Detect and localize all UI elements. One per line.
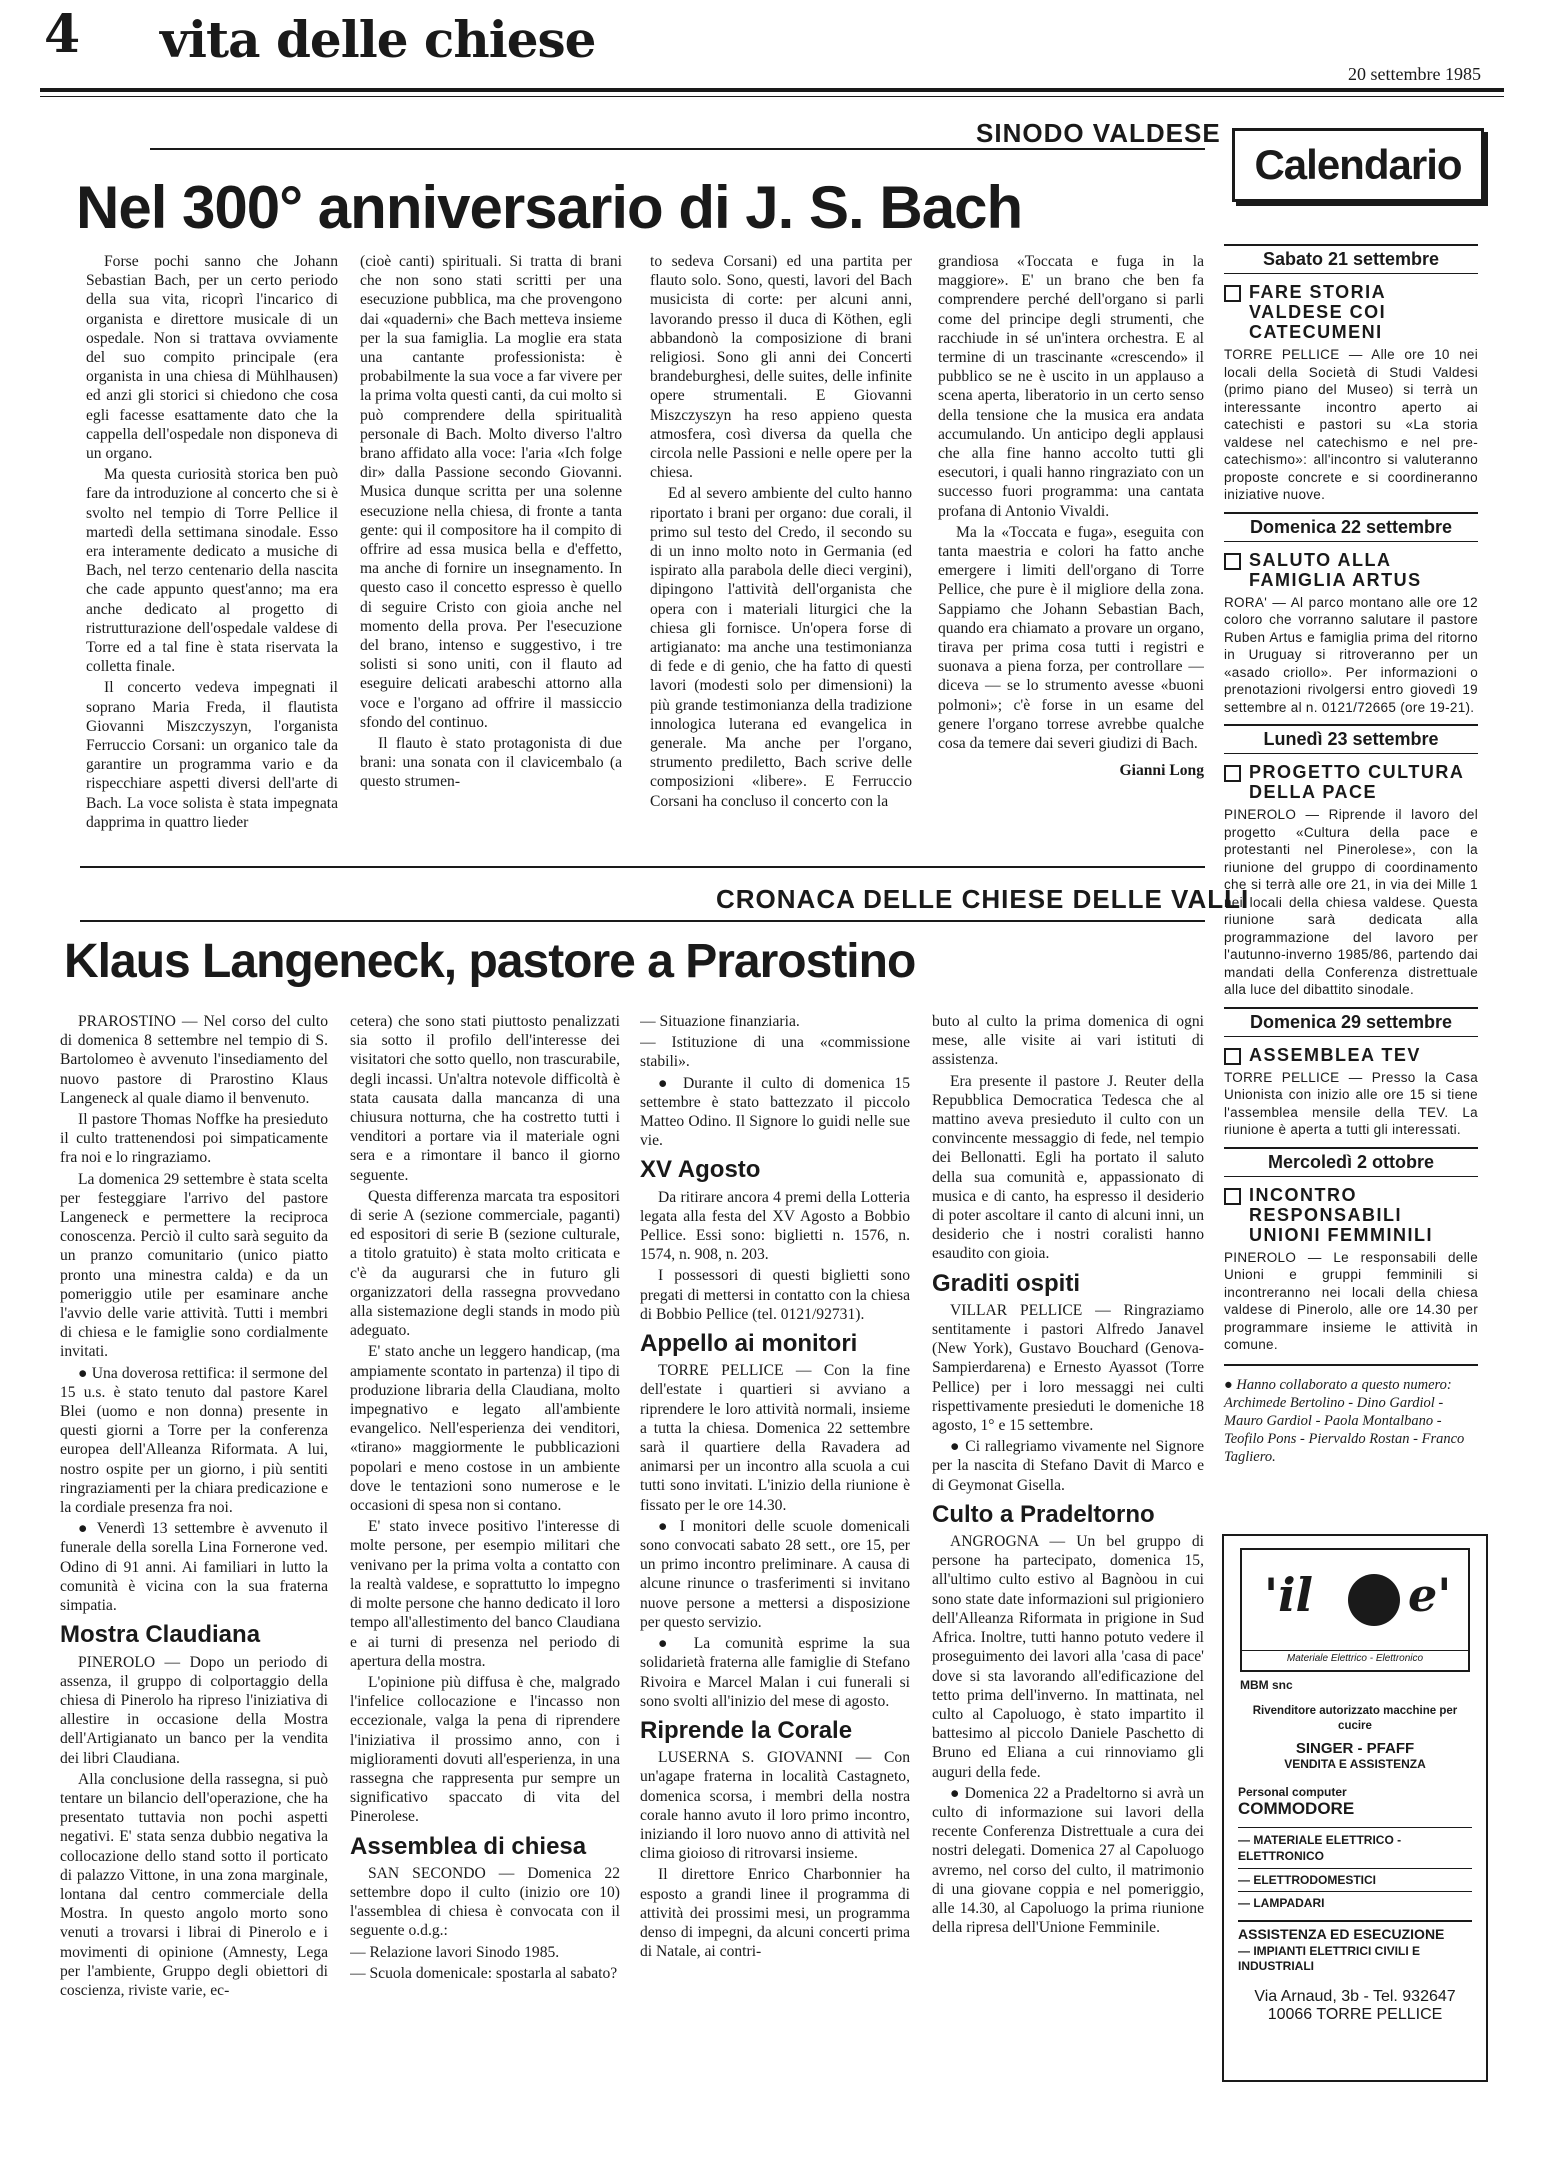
paragraph: (cioè canti) spirituali. Si tratta di brani che non sono stati scritti per una esecuzione pubblica, ma che provengono dai «quaderni» che Bach metteva insieme per la sua famiglia. La moglie era stata una cantante professionista: è probabilmente la sua voce a far vivere per la prima volta questi canti, da cui molto si può comprendere della spiritualità personale di Bach. Molto diverso l'altro brano affidato alla voce: l'aria «Ich folge dir» dalla Passione secondo Giovanni. Musica dunque scritta per una solenne esecuzione nella chiesa, di fronte a tanta gente: qui il compositore ha il compito di offrire ad essa musica bella e d'effetto, ma anche di fornire un insegnamento. In questo caso il concetto espresso è quello di seguire Cristo con gioia anche nel momento della prova. Per l'esecuzione del brano, intenso e suggestivo, i tre solisti si sono uniti, con il flauto ad eseguire delicati arabeschi attorno alla voce e l'organo ad offrire il massiccio sfondo del continuo. <box>360 253 622 731</box>
event-title: INCONTRO RESPONSABILI UNIONI FEMMINILI <box>1249 1184 1433 1245</box>
cronaca-column-3 <box>640 1012 910 2162</box>
paragraph: I possessori di questi biglietti sono pregati di mettersi in contatto con la chiesa di Bobbio Pellice (tel. 0121/92731). <box>640 1267 910 1323</box>
paragraph: grandiosa «Toccata e fuga in la maggiore». E' un brano che ben fa comprendere perché dell'organo si parli come del principe degli strumenti, che racchiude in sé un'intera orchestra. E al termine di un trascinante «crescendo» il pubblico se ne è uscito in un applauso a scena aperta, liberatorio in un certo senso della tensione che la musica era andata accumulando. Un anticipo degli applausi che alla fine hanno accolto tutti gli esecutori, i quali hanno ringraziato con un successo fuori programma: una cantata profana di Antonio Vivaldi. <box>938 253 1204 520</box>
event-title: PROGETTO CULTURA DELLA PACE <box>1249 762 1464 802</box>
paragraph: La domenica 29 settembre è stata scelta per festeggiare l'arrivo del pastore Langeneck e permettere la reciproca conoscenza. Perciò il culto sarà seguito da un pranzo comunitario (unico piatto pronto una minestra calda) e da un pomeriggio utile per esaminare anche l'avvio delle varie attività. Tutti i membri di chiesa e le famiglie sono cordialmente invitati. <box>60 1170 328 1361</box>
paragraph: Il pastore Thomas Noffke ha presieduto il culto trattenendosi poi simpaticamente fra noi e lo ringraziamo. <box>60 1111 328 1167</box>
ad-service: ASSISTENZA ED ESECUZIONE <box>1238 1920 1472 1942</box>
paragraph: Alla conclusione della rassegna, si può tentare un bilancio dell'operazione, che ha presentato tuttavia non pochi aspetti negativi. E' stata senza dubbio negativa la collocazione dello stand sotto il porticato di palazzo Vittone, in una zona marginale, lontana dal centro commerciale della Mostra. In questo angolo morto sono venuti a trovarsi i librai di Pinerolo e i movimenti di opinione (Amnesty, Lega per l'ambiente, Gruppo degli obiettori di coscienza, riviste varie, ec- <box>60 1770 328 1999</box>
calendar-title-box <box>1232 128 1484 202</box>
event-title: FARE STORIA VALDESE COI CATECUMENI <box>1249 282 1387 342</box>
calendar-day <box>1224 724 1478 999</box>
page-number: 4 <box>44 4 81 65</box>
event-text: TORRE PELLICE — Alle ore 10 nei locali della Società di Studi Valdesi (primo piano del Museo) si terrà un interessante incontro aperto ai catechisti e pastori su «La storia valdese nel catechismo e nel pre-catechismo»: all'incontro si valuteranno proposte concrete e si coordineranno iniziative nuove. <box>1224 347 1478 502</box>
calendar-event <box>1224 1045 1478 1065</box>
paragraph: TORRE PELLICE — Con la fine dell'estate i quartieri si avviano a riprendere le loro attività normali, insieme a tutta la chiesa. Domenica 22 settembre sarà il quartiere della Ravadera ad animarsi per un incontro alla scuola a cui tutti sono invitati. L'inizio della riunione è fissato per le ore 14.30. <box>640 1362 910 1514</box>
calendar-rule <box>1224 1364 1478 1366</box>
event-text: PINEROLO — Le responsabili delle Unioni e gruppi femminili si incontreranno nei locali della chiesa valdese di Pinerolo, alle ore 14.30 per programmare insieme le attività in comune. <box>1224 1249 1478 1352</box>
calendar-date: Domenica 29 settembre <box>1224 1007 1478 1037</box>
paragraph: ● Domenica 22 a Pradeltorno si avrà un culto di informazione sui lavori della recente Conferenza Distrettuale a cura dei nostri delegati. Domenica 27 al Capoluogo avremo, nel corso del culto, il matrimonio di una giovane coppia e nel pomeriggio, alle 14.30, al Capoluogo la prima riunione della ripresa dell'Unione Femminile. <box>932 1784 1204 1937</box>
calendar-day <box>1224 244 1478 504</box>
section-rule <box>80 866 1205 868</box>
ad-city: 10066 TORRE PELLICE <box>1267 2006 1443 2023</box>
event-text: RORA' — Al parco montano alle ore 12 coloro che vorranno salutare il pastore Ruben Artus e famiglia prima del ritorno in Uruguay si ritroveranno per un «asado criollo». Per informazioni o prenotazioni rivolgersi entro giovedì 19 settembre al n. 0121/72665 (ore 19-21). <box>1224 594 1478 715</box>
paragraph: — Situazione finanziaria. <box>640 1013 800 1030</box>
ad-maker: MBM snc <box>1240 1678 1293 1692</box>
paragraph: Era presente il pastore J. Reuter della Repubblica Democratica Tedesca che al mattino aveva presieduto il culto con un convincente messaggio di fede, nel tempio dei Bellonatti. Egli ha portato il saluto della sua comunità e, appassionato di musica e di canto, ha espresso il desiderio di poter ascoltare il canto di alcuni inni, un desiderio che i nostri coralisti hanno esaudito con gioia. <box>932 1072 1204 1263</box>
paragraph: PINEROLO — Dopo un periodo di assenza, il gruppo di colportaggio della chiesa di Pinerolo ha ripreso l'iniziativa di allestire in occasione della Mostra dell'Artigianato un banco per la vendita dei libri Claudiana. <box>60 1653 328 1767</box>
ad-logo-right: e' <box>1408 1568 1452 1622</box>
subheading: XV Agosto <box>640 1156 761 1184</box>
paragraph: ● Venerdì 13 settembre è avvenuto il funerale della sorella Lina Fornerone ved. Odino di 91 anni. Ai familiari in lutto la comunità è vicina con la sua fraterna simpatia. <box>60 1520 328 1615</box>
checkbox-icon <box>1224 1188 1241 1205</box>
section-title: vita delle chiese <box>160 10 596 69</box>
ad-brand-sub: VENDITA E ASSISTENZA <box>1284 1757 1426 1771</box>
checkbox-icon <box>1224 553 1241 570</box>
checkbox-icon <box>1224 285 1241 302</box>
paragraph: to sedeva Corsani) ed una partita per flauto solo. Sono, questi, lavori del Bach musicista di corte: per alcuni anni, lavorando presso il duca di Köthen, egli abbandonò la composizione di brani religiosi. Sono gli anni dei Concerti brandeburghesi, delle suites, delle infinite opere strumentali. E Giovanni Miszczyszyn ha reso appieno questa atmosfera, così diversa da quella che circola nelle Passioni e nelle opere per la chiesa. <box>650 253 912 482</box>
paragraph: ● Durante il culto di domenica 15 settembre è stato battezzato il piccolo Matteo Odino. Il Signore lo guidi nelle sue vie. <box>640 1074 910 1150</box>
event-title: SALUTO ALLA FAMIGLIA ARTUS <box>1249 549 1422 590</box>
calendar-list <box>1224 236 1478 1466</box>
issue-date: 20 settembre 1985 <box>1348 64 1481 84</box>
event-text: PINEROLO — Riprende il lavoro del progetto «Cultura della pace e protestanti nel Pinerolese», con la riunione del gruppo di coordinamento che si terrà alle ore 21, in via dei Mille 1 nei locali della chiesa valdese. Questa riunione sarà dedicata alla programmazione del lavoro per l'autunno-inverno 1985/86, partendo dai mandati della Conferenza distrettuale alla luce del dibattito sinodale. <box>1224 807 1478 997</box>
cronaca-column-2 <box>350 1012 620 2162</box>
paragraph: ● La comunità esprime la sua solidarietà fraterna alle famiglie di Stefano Rivoira e Marcel Malan i cui funerali si sono svolti all'inizio del mese di agosto. <box>640 1635 910 1710</box>
subheading: Culto a Pradeltorno <box>932 1500 1155 1528</box>
ad-pc-label: Personal computer <box>1238 1785 1347 1799</box>
cronaca-column-4 <box>932 1012 1204 2162</box>
section-kicker: CRONACA DELLE CHIESE DELLE VALLI <box>716 884 1250 914</box>
checkbox-icon <box>1224 1048 1241 1065</box>
subheading: Appello ai monitori <box>640 1330 858 1358</box>
author-signature: Gianni Long <box>1119 762 1204 780</box>
subheading: Assemblea di chiesa <box>350 1832 587 1860</box>
event-text: TORRE PELLICE — Presso la Casa Unionista con inizio alle ore 15 si tiene l'assemblea mensile della TEV. La riunione è aperta a tutti gli interessati. <box>1224 1069 1478 1137</box>
paragraph: L'opinione più diffusa è che, malgrado l'infelice collocazione e l'incasso non eccezionale, valga la pena di riprendere l'iniziativa il prossimo anno, con i miglioramenti dovuti all'esperienza, in una rassegna che rappresenta pur sempre un significativo spaccato di vita del Pinerolese. <box>350 1673 620 1826</box>
calendar-date: Lunedì 23 settembre <box>1224 724 1478 754</box>
paragraph: buto al culto la prima domenica di ogni mese, alle visite ai vari istituti di assistenza. <box>932 1013 1204 1069</box>
paragraph: PRAROSTINO — Nel corso del culto di domenica 8 settembre nel tempio di S. Bartolomeo è avvenuto l'insediamento del nuovo pastore di Prarostino Klaus Langeneck al quale diamo il benvenuto. <box>60 1013 328 1107</box>
masthead-rule <box>40 88 1504 92</box>
paragraph: ANGROGNA — Un bel gruppo di persone ha partecipato, domenica 15, all'ultimo culto estivo al Bagnòou in cui sono state date informazioni sul prigioniero dell'Alleanza Riformata in prigione in Sud Africa. Inoltre, tutti hanno potuto vedere il proseguimento dei lavori alla 'casa di pace' dove si sta lavorando all'edificazione del tetto prima dell'inverno. In mattinata, nel culto al Capoluogo, è stato impartito il battesimo al piccolo Daniele Paschetto di Bruno ed Eliana a cui rinnoviamo gli auguri della fede. <box>932 1533 1204 1781</box>
paragraph: Il concerto vedeva impegnati il soprano Maria Freda, il flautista Giovanni Miszczyszyn, l'organista Ferruccio Corsani: un organico tale da garantire un programma vario e da rispecchiare aspetti diversi dell'arte di Bach. La voce solista è stata impegnata dapprima in quattro lieder <box>86 679 338 831</box>
paragraph: E' stato invece positivo l'interesse di molte persone, per esempio militari che venivano per la prima volta a contatto con la realtà valdese, e soprattutto lo impegno di molte persone che hanno dedicato il loro tempo all'allestimento del banco Claudiana e ai turni di presenza nel periodo di apertura della mostra. <box>350 1518 620 1670</box>
ad-item: — ELETTRODOMESTICI <box>1238 1868 1472 1887</box>
paragraph: Ma la «Toccata e fuga», eseguita con tanta maestria e colori ha fatto anche emergere i limiti dell'organo di Torre Pellice, che pure è il migliore della zona. Sappiamo che Johann Sebastian Bach, quando era chiamato a provare un organo, tirava per prima cosa tutti i registri e suonava a piena forza, per controllare — diceva — se lo strumento avesse «buoni polmoni»; c'è forse in un esame del genere l'organo torrese avrebbe qualche cosa da temere dai severi giudizi di Bach. <box>938 523 1204 753</box>
paragraph: ● Una doverosa rettifica: il sermone del 15 u.s. è stato tenuto dal pastore Karel Blei (uomo e non donna) presente in questi giorni a Torre per la conferenza europea dell'Alleanza Riformata. A lui, nostro ospite per un giorno, i più sentiti ringraziamenti per la chiara predicazione e la cordiale presenza fra noi. <box>60 1364 328 1517</box>
paragraph: — Istituzione di una «commissione stabili». <box>640 1034 910 1071</box>
calendar-day <box>1224 1147 1478 1354</box>
subheading: Mostra Claudiana <box>60 1621 261 1649</box>
paragraph: ● Ci rallegriamo vivamente nel Signore per la nascita di Stefano Davit di Marco e di Geymonat Gisella. <box>932 1438 1204 1494</box>
ad-logo-dot-icon <box>1348 1574 1400 1626</box>
section-rule-2 <box>80 920 1205 922</box>
ad-line: Rivenditore autorizzato macchine per cucire <box>1252 1705 1458 1732</box>
bach-column-2 <box>360 252 622 844</box>
calendar-date: Sabato 21 settembre <box>1224 244 1478 274</box>
calendar-date: Domenica 22 settembre <box>1224 512 1478 542</box>
paragraph: Il flauto è stato protagonista di due brani: una sonata con il clavicembalo (a questo strumen- <box>360 735 622 791</box>
paragraph: Questa differenza marcata tra espositori di serie A (sezione commerciale, paganti) ed espositori di serie B (sezione culturale, a titolo gratuito) è stata molto criticata e c'è da augurarsi che in futuro gli organizzatori della rassegna provvedano alla sistemazione degli stands in modo più adeguato. <box>350 1187 620 1340</box>
ad-pc-brand: COMMODORE <box>1238 1799 1355 1818</box>
bach-column-3 <box>650 252 912 844</box>
paragraph: cetera) che sono stati piuttosto penalizzati sia sotto il profilo dell'interesse dei visitatori che sotto quello, non trascurabile, degli incassi. Un'altra notevole difficoltà è stata causata dalla mancanza di una chiusura notturna, che ha costretto tutti i venditori a portare via il materiale ogni sera e a rimontare il banco il giorno seguente. <box>350 1013 620 1184</box>
paragraph: E' stato anche un leggero handicap, (ma ampiamente scontato in partenza) il tipo di produzione libraria della Claudiana, molto impegnativo e legato all'ambiente evangelico. Nell'esperienza dei venditori, «tirano» maggiormente le pubblicazioni popolari e meno costose in un ambiente dove le tentazioni sono numerose e le occasioni di spesa non si contano. <box>350 1343 620 1515</box>
ad-logo <box>1240 1548 1470 1672</box>
calendar-event <box>1224 282 1478 342</box>
masthead-rule-thin <box>40 96 1504 97</box>
paragraph: LUSERNA S. GIOVANNI — Con un'agape fraterna in località Castagneto, domenica scorsa, i membri della nostra corale hanno avuto il loro primo incontro, iniziando il loro nuovo anno di attività nel clima gioioso di ritrovarsi insieme. <box>640 1749 910 1863</box>
paragraph: SAN SECONDO — Domenica 22 settembre dopo il culto (inizio ore 10) l'assemblea di chiesa è convocata con il seguente o.d.g.: <box>350 1864 620 1940</box>
paragraph: — Relazione lavori Sinodo 1985. <box>350 1943 560 1961</box>
calendar-day <box>1224 1007 1478 1139</box>
bach-column-4 <box>938 252 1204 856</box>
paragraph: Ma questa curiosità storica ben può fare da introduzione al concerto che si è svolto nel tempio di Torre Pellice il martedì della settimana sinodale. Esso era interamente dedicato a musiche di Bach, nel terzo centenario della nascita che cade appunto quest'anno; ma era anche dedicato al progetto di ristrutturazione dell'ospedale valdese di Torre ed a tal fine è stata riservata la colletta finale. <box>86 466 338 676</box>
paragraph: Ed al severo ambiente del culto hanno riportato i brani per organo: due corali, il primo sul testo del Credo, il secondo su di un inno molto noto in Germania (ed ispirato alla parabola delle dieci vergini), dipingono l'attività dell'organista che opera con i materiali liturgici che la chiesa gli fornisce. Un'opera forse di artigianato: ma anche una testimonianza di fede e di genio, che ha fatto di questi lavori (modesti solo per dimensioni) la più grande testimonianza della tradizione innologica luterana ed evangelica in generale. Ma anche per l'organo, strumento prediletto, Bach scrive delle composizioni «libere». E Ferruccio Corsani ha concluso il concerto con la <box>650 485 912 810</box>
calendar-event <box>1224 1185 1478 1245</box>
ad-logo-left: 'il <box>1264 1568 1314 1622</box>
ad-brand: SINGER - PFAFF <box>1295 1740 1415 1757</box>
cronaca-column-1 <box>60 1012 328 2162</box>
event-title: ASSEMBLEA TEV <box>1249 1044 1421 1065</box>
paragraph: Forse pochi sanno che Johann Sebastian Bach, per un certo periodo della sua vita, ricoprì l'incarico di organista e direttore musicale di un ospedale. Non si trattava ovviamente del suo compito principale (era organista in una chiesa di Mühlhausen) ed anzi gli storici si chiedono che cosa egli facesse esattamente dato che la cappella dell'ospedale non disponeva di un organo. <box>86 253 338 463</box>
advertisement <box>1222 1534 1488 2082</box>
article-headline: Klaus Langeneck, pastore a Prarostino <box>64 935 916 988</box>
paragraph: ● I monitori delle scuole domenicali sono convocati sabato 28 sett., ore 15, per un primo incontro preliminare. A causa di alcune rinunce o trasferimenti si invitano nuove persone a mettersi a disposizione per questo servizio. <box>640 1517 910 1631</box>
paragraph: Il direttore Enrico Charbonnier ha esposto a grandi linee il programma di attività dei prossimi mesi, un programma denso di impegni, da alcuni concerti prima di Natale, ai contri- <box>640 1866 910 1961</box>
collaborators-note: ● Hanno collaborato a questo numero: Archimede Bertolino - Dino Gardiol - Mauro Gardiol - Paola Montalbano - Teofilo Pons - Piervaldo Rostan - Franco Tagliero. <box>1224 1376 1465 1465</box>
ad-item: — LAMPADARI <box>1238 1891 1472 1910</box>
calendar-title: Calendario <box>1254 141 1462 188</box>
paragraph: Da ritirare ancora 4 premi della Lotteria legata alla festa del XV Agosto a Bobbio Pellice. Essi sono: biglietti n. 1576, n. 1574, n. 908, n. 203. <box>640 1188 910 1264</box>
ad-item: — MATERIALE ELETTRICO - ELETTRONICO <box>1238 1827 1472 1864</box>
ad-address: Via Arnaud, 3b - Tel. 932647 <box>1254 1988 1456 2005</box>
calendar-day <box>1224 512 1478 717</box>
article-headline: Nel 300° anniversario di J. S. Bach <box>76 174 1023 241</box>
ad-service-item: — IMPIANTI ELETTRICI CIVILI E INDUSTRIALI <box>1238 1944 1421 1973</box>
article-kicker: SINODO VALDESE <box>976 118 1221 148</box>
calendar-date: Mercoledì 2 ottobre <box>1224 1147 1478 1177</box>
subheading: Riprende la Corale <box>640 1716 853 1744</box>
paragraph: — Scuola domenicale: spostarla al sabato? <box>350 1964 618 1982</box>
checkbox-icon <box>1224 765 1241 782</box>
bach-column-1 <box>86 252 338 844</box>
calendar-event <box>1224 762 1478 802</box>
ad-logo-sub: Materiale Elettrico - Elettronico <box>1242 1650 1468 1664</box>
calendar-event <box>1224 550 1478 590</box>
subheading: Graditi ospiti <box>932 1269 1081 1297</box>
paragraph: VILLAR PELLICE — Ringraziamo sentitamente i pastori Alfredo Janavel (New York), Gustavo Bouchard (Genova-Sampierdarena) e Ernesto Ayassot (Torre Pellice) per i loro messaggi nei culti rispettivamente presieduti le domeniche 18 agosto, 1° e 15 settembre. <box>932 1301 1204 1435</box>
